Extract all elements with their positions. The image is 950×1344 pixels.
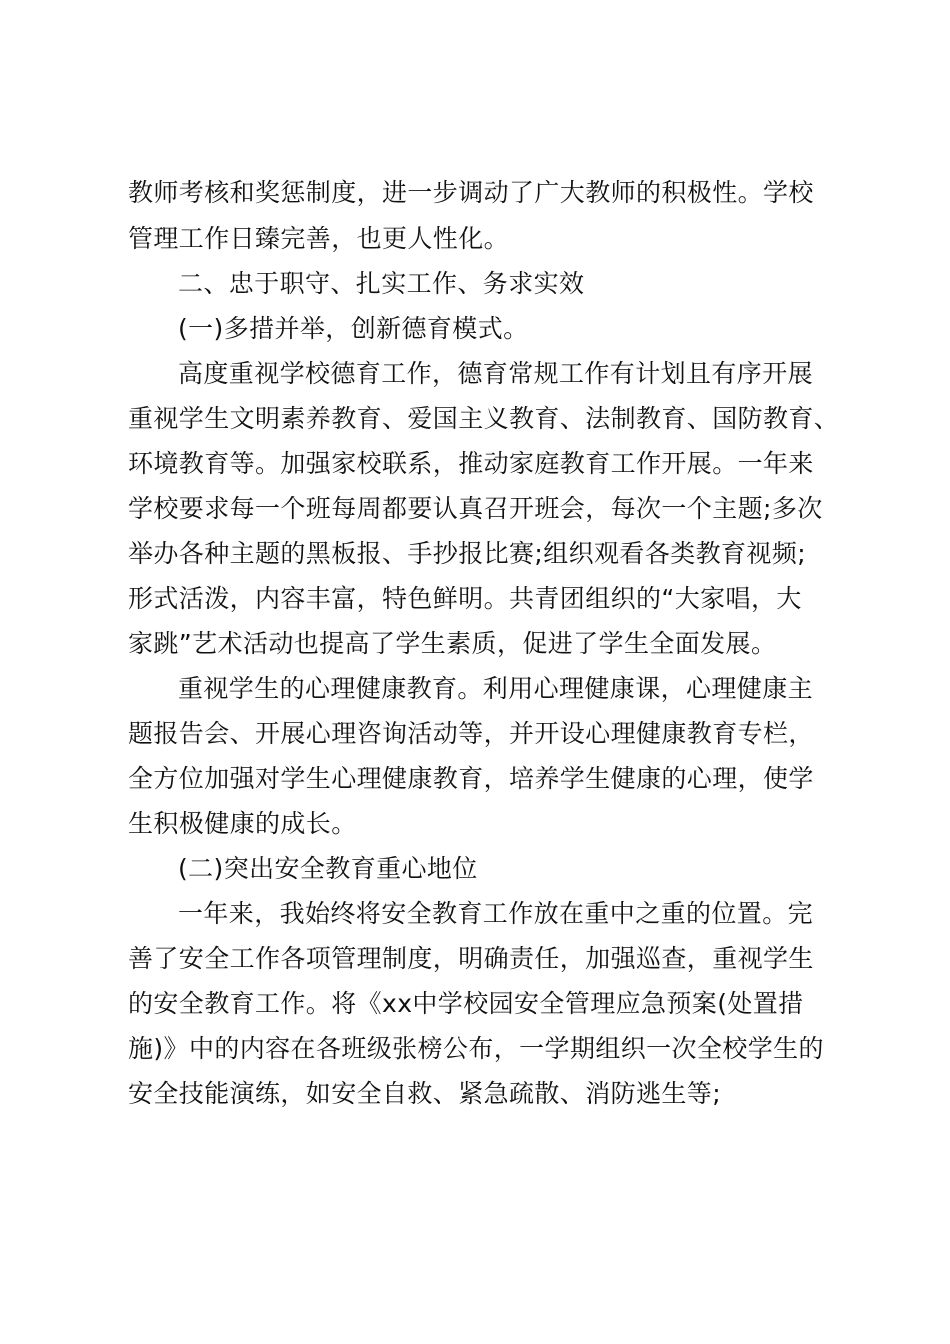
body-text-line: 一年来，我始终将安全教育工作放在重中之重的位置。完: [178, 899, 814, 928]
body-text-line: 施)》中的内容在各班级张榜公布，一学期组织一次全校学生的: [128, 1034, 824, 1063]
body-text-line: 题报告会、开展心理咨询活动等，并开设心理健康教育专栏，: [128, 719, 814, 748]
body-text-line: 生积极健康的成长。: [128, 809, 357, 838]
section-heading: 二、忠于职守、扎实工作、务求实效: [178, 269, 585, 298]
body-text-line: 家跳”艺术活动也提高了学生素质，促进了学生全面发展。: [128, 629, 777, 658]
body-text-line: 教师考核和奖惩制度，进一步调动了广大教师的积极性。学校: [128, 178, 814, 207]
body-text-line: 高度重视学校德育工作，德育常规工作有计划且有序开展: [178, 359, 814, 388]
body-text-line: 举办各种主题的黑板报、手抄报比赛;组织观看各类教育视频;: [128, 539, 807, 568]
subsection-heading: (一)多措并举，创新德育模式。: [178, 314, 529, 343]
body-text-line: 重视学生文明素养教育、爱国主义教育、法制教育、国防教育、: [128, 404, 840, 433]
body-text-line: 形式活泼，内容丰富，特色鲜明。共青团组织的“大家唱，大: [128, 584, 802, 613]
body-text-line: 管理工作日臻完善，也更人性化。: [128, 224, 510, 253]
body-text-line: 环境教育等。加强家校联系，推动家庭教育工作开展。一年来: [128, 449, 814, 478]
body-text-line: 学校要求每一个班每周都要认真召开班会，每次一个主题;多次: [128, 494, 823, 523]
body-text-line: 的安全教育工作。将《xx中学校园安全管理应急预案(处置措: [128, 989, 804, 1018]
subsection-heading: (二)突出安全教育重心地位: [178, 854, 478, 883]
body-text-line: 全方位加强对学生心理健康教育，培养学生健康的心理，使学: [128, 764, 814, 793]
body-text-line: 善了安全工作各项管理制度，明确责任，加强巡查，重视学生: [128, 944, 814, 973]
body-text-line: 重视学生的心理健康教育。利用心理健康课，心理健康主: [178, 674, 814, 703]
body-text-line: 安全技能演练，如安全自救、紧急疏散、消防逃生等;: [128, 1079, 722, 1108]
